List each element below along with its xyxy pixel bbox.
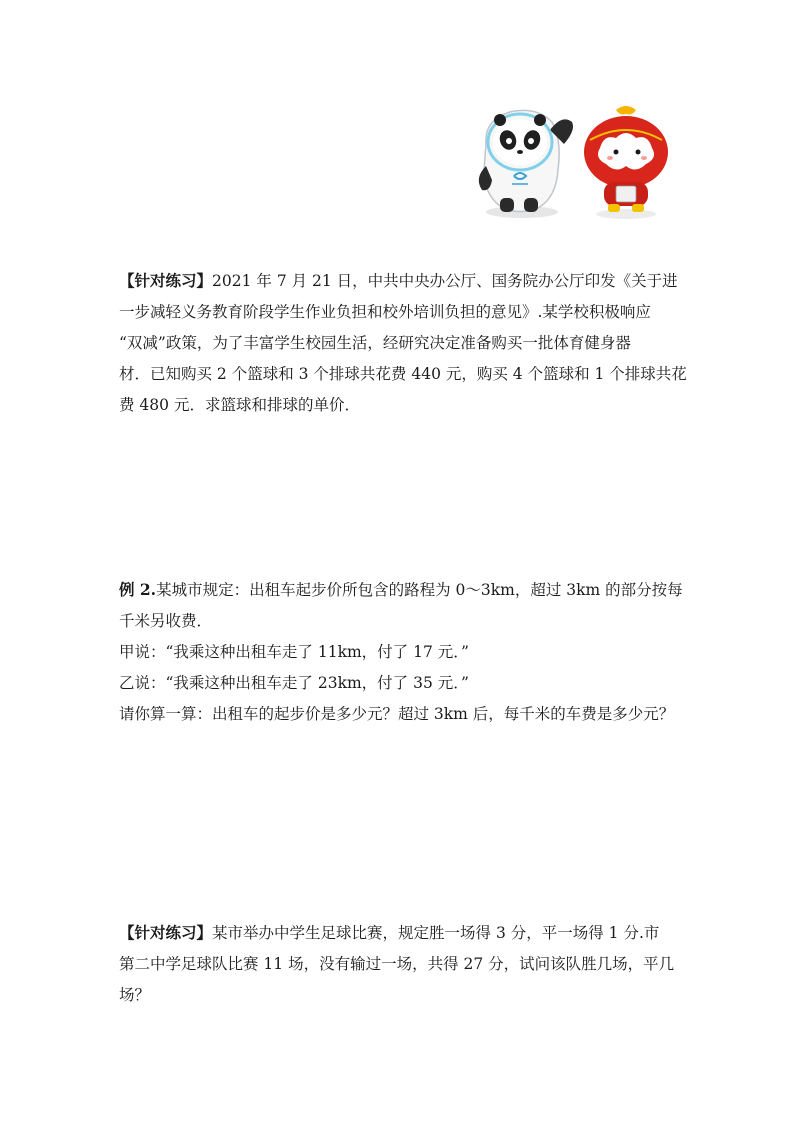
example-2-line-1: 例 2.某城市规定：出租车起步价所包含的路程为 0～3km，超过 3km 的部分按每	[119, 580, 683, 599]
example-2-line-3: 甲说：“我乘这种出租车走了 11km，付了 17 元．”	[119, 643, 469, 661]
example-label: 例 2.	[119, 580, 157, 599]
mascots-illustration	[466, 100, 676, 222]
practice-2-line-2: 第二中学足球队比赛 11 场，没有输过一场，共得 27 分，试问该队胜几场，平几	[119, 955, 675, 973]
example-2-line-2: 千米另收费．	[119, 612, 213, 630]
practice-1-line-2: 一步减轻义务教育阶段学生作业负担和校外培训负担的意见》.某学校积极响应	[119, 303, 651, 321]
practice-1-line-5: 费 480 元．求篮球和排球的单价．	[119, 396, 360, 414]
practice-2-line-1: 【针对练习】某市举办中学生足球比赛，规定胜一场得 3 分，平一场得 1 分.市	[119, 923, 660, 942]
practice-label: 【针对练习】	[119, 923, 213, 942]
practice-1-line-1: 【针对练习】2021 年 7 月 21 日，中共中央办公厅、国务院办公厅印发《关于进	[119, 271, 678, 290]
practice-1-line-3: “双减”政策，为了丰富学生校园生活，经研究决定准备购买一批体育健身器	[119, 334, 631, 352]
example-2	[119, 574, 683, 730]
practice-exercise-1	[119, 265, 687, 421]
example-2-line-5: 请你算一算：出租车的起步价是多少元？超过 3km 后，每千米的车费是多少元？	[119, 705, 675, 723]
practice-1-line-4: 材．已知购买 2 个篮球和 3 个排球共花费 440 元，购买 4 个篮球和 1 个排球共花	[119, 365, 687, 383]
lantern-mascot-icon	[584, 106, 668, 219]
example-2-line-4: 乙说：“我乘这种出租车走了 23km，付了 35 元．”	[119, 674, 469, 692]
practice-label: 【针对练习】	[119, 271, 213, 290]
practice-exercise-2	[119, 917, 679, 1011]
panda-mascot-icon	[479, 110, 573, 218]
practice-2-line-3: 场？	[119, 986, 151, 1004]
